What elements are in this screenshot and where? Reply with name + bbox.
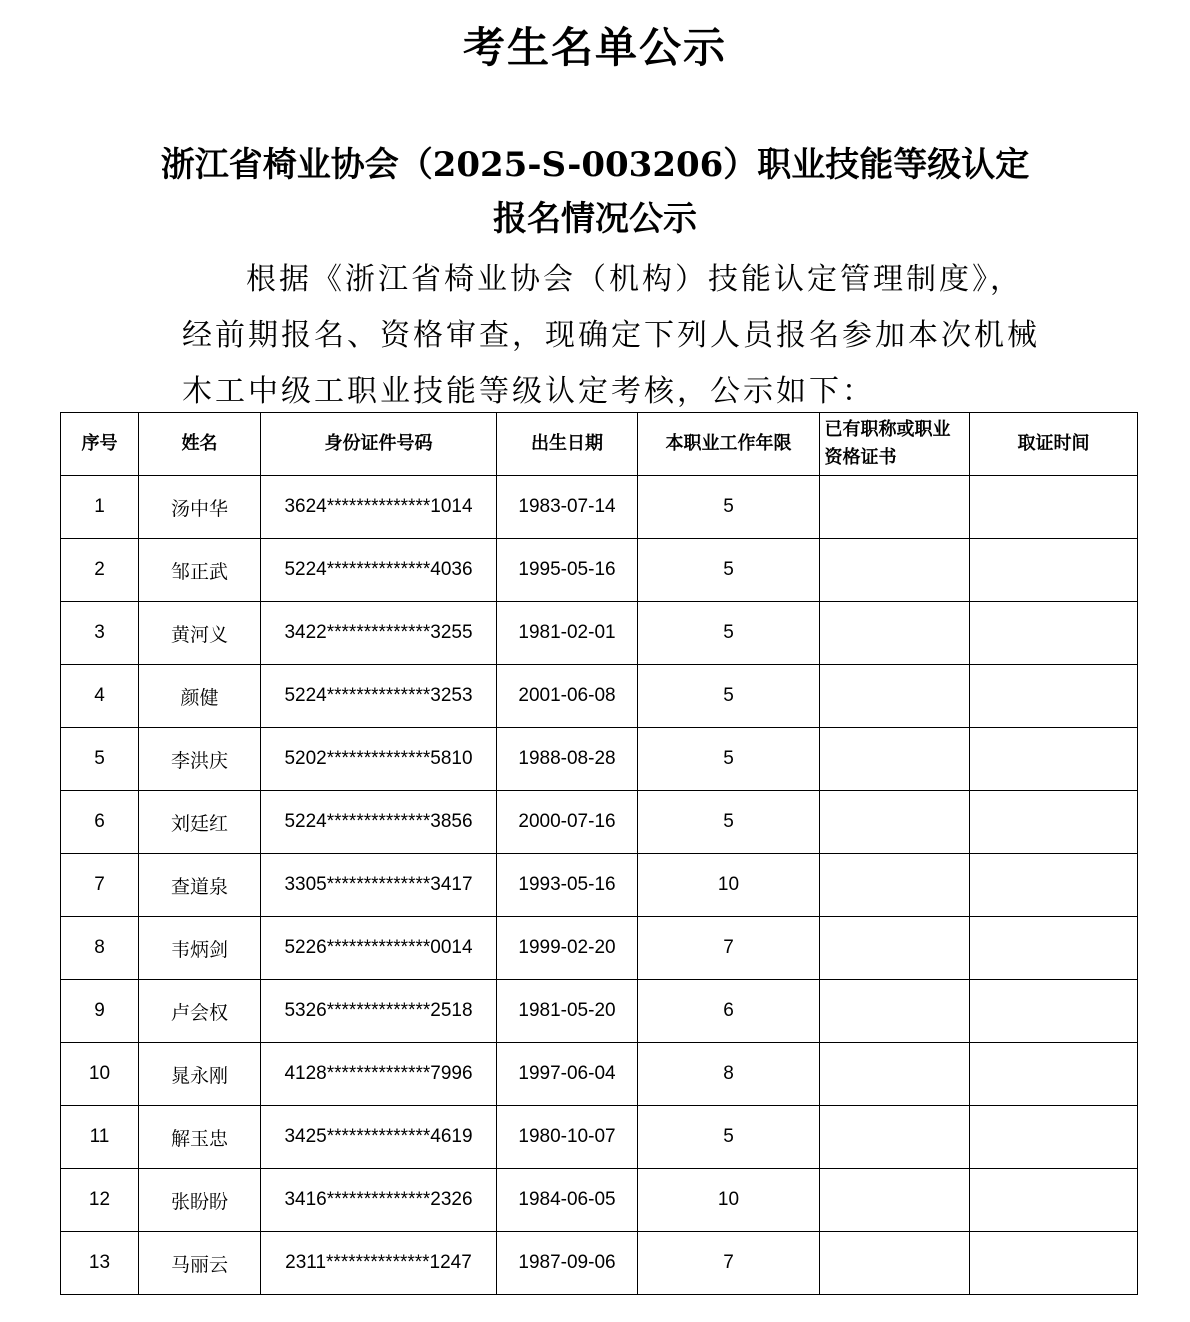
cell-id-number: 3624**************1014	[261, 476, 497, 539]
table-row	[61, 1169, 1138, 1232]
header-cert-time: 取证时间	[970, 413, 1138, 476]
cell-birth-date: 1984-06-05	[497, 1169, 638, 1232]
cell-name: 韦炳剑	[139, 917, 261, 980]
cell-certificate	[820, 1232, 970, 1295]
table-body	[61, 476, 1138, 1295]
header-name: 姓名	[139, 413, 261, 476]
cell-work-years: 7	[638, 917, 820, 980]
cell-certificate	[820, 791, 970, 854]
cell-birth-date: 1983-07-14	[497, 476, 638, 539]
cell-certificate-time	[970, 602, 1138, 665]
cell-certificate	[820, 476, 970, 539]
cell-seq: 13	[61, 1232, 139, 1295]
cell-id-number: 3305**************3417	[261, 854, 497, 917]
header-birth: 出生日期	[497, 413, 638, 476]
cell-work-years: 5	[638, 1106, 820, 1169]
cell-certificate-time	[970, 980, 1138, 1043]
intro-line-3: 木工中级工职业技能等级认定考核，公示如下：	[182, 374, 875, 409]
notice-title-line-2: 报名情况公示	[493, 199, 697, 239]
cell-seq: 11	[61, 1106, 139, 1169]
cell-work-years: 5	[638, 539, 820, 602]
cell-id-number: 5224**************4036	[261, 539, 497, 602]
cell-birth-date: 1981-05-20	[497, 980, 638, 1043]
cell-seq: 3	[61, 602, 139, 665]
page-title: 考生名单公示	[462, 23, 727, 72]
cell-id-number: 3416**************2326	[261, 1169, 497, 1232]
cell-name: 张盼盼	[139, 1169, 261, 1232]
cell-seq: 4	[61, 665, 139, 728]
cell-work-years: 5	[638, 665, 820, 728]
cell-certificate-time	[970, 917, 1138, 980]
table-row	[61, 539, 1138, 602]
table-row	[61, 854, 1138, 917]
cell-work-years: 8	[638, 1043, 820, 1106]
cell-certificate-time	[970, 791, 1138, 854]
table-row	[61, 665, 1138, 728]
cell-birth-date: 1999-02-20	[497, 917, 638, 980]
cell-birth-date: 1995-05-16	[497, 539, 638, 602]
cell-certificate	[820, 854, 970, 917]
cell-id-number: 3422**************3255	[261, 602, 497, 665]
table-header-row	[61, 413, 1138, 476]
cell-name: 汤中华	[139, 476, 261, 539]
table-row	[61, 1043, 1138, 1106]
cell-seq: 6	[61, 791, 139, 854]
cell-seq: 8	[61, 917, 139, 980]
table-row	[61, 791, 1138, 854]
table-row	[61, 602, 1138, 665]
cell-seq: 5	[61, 728, 139, 791]
cell-certificate	[820, 539, 970, 602]
cell-name: 刘廷红	[139, 791, 261, 854]
table-row	[61, 728, 1138, 791]
cell-certificate-time	[970, 476, 1138, 539]
cell-certificate	[820, 1106, 970, 1169]
cell-name: 李洪庆	[139, 728, 261, 791]
cell-id-number: 2311**************1247	[261, 1232, 497, 1295]
header-cert	[820, 413, 970, 476]
cell-seq: 10	[61, 1043, 139, 1106]
cell-id-number: 5202**************5810	[261, 728, 497, 791]
cell-work-years: 5	[638, 791, 820, 854]
cell-birth-date: 2001-06-08	[497, 665, 638, 728]
cell-certificate-time	[970, 1232, 1138, 1295]
cell-name: 邹正武	[139, 539, 261, 602]
cell-name: 马丽云	[139, 1232, 261, 1295]
table-row	[61, 1232, 1138, 1295]
cell-name: 卢会权	[139, 980, 261, 1043]
cell-seq: 9	[61, 980, 139, 1043]
cell-work-years: 10	[638, 854, 820, 917]
cell-name: 查道泉	[139, 854, 261, 917]
cell-seq: 2	[61, 539, 139, 602]
cell-birth-date: 1981-02-01	[497, 602, 638, 665]
cell-seq: 1	[61, 476, 139, 539]
cell-work-years: 5	[638, 728, 820, 791]
candidate-table	[60, 412, 1138, 1295]
table-row	[61, 917, 1138, 980]
cell-certificate	[820, 980, 970, 1043]
cell-birth-date: 2000-07-16	[497, 791, 638, 854]
cell-certificate-time	[970, 1106, 1138, 1169]
header-cert-label: 已有职称或职业资格证书	[824, 419, 951, 468]
table-row	[61, 476, 1138, 539]
cell-work-years: 7	[638, 1232, 820, 1295]
intro-line-2: 经前期报名、资格审查，现确定下列人员报名参加本次机械	[182, 318, 1040, 353]
cell-name: 解玉忠	[139, 1106, 261, 1169]
cell-birth-date: 1980-10-07	[497, 1106, 638, 1169]
cell-birth-date: 1988-08-28	[497, 728, 638, 791]
cell-certificate	[820, 1043, 970, 1106]
cell-certificate	[820, 728, 970, 791]
header-years: 本职业工作年限	[638, 413, 820, 476]
cell-certificate	[820, 665, 970, 728]
cell-birth-date: 1997-06-04	[497, 1043, 638, 1106]
cell-work-years: 6	[638, 980, 820, 1043]
cell-certificate-time	[970, 1043, 1138, 1106]
cell-birth-date: 1987-09-06	[497, 1232, 638, 1295]
header-id: 身份证件号码	[261, 413, 497, 476]
intro-paragraph	[182, 252, 1040, 420]
cell-id-number: 5224**************3856	[261, 791, 497, 854]
cell-work-years: 5	[638, 602, 820, 665]
notice-title-line-1: 浙江省椅业协会（2025-S-003206）职业技能等级认定	[160, 145, 1030, 185]
cell-certificate-time	[970, 854, 1138, 917]
cell-certificate-time	[970, 728, 1138, 791]
table-row	[61, 980, 1138, 1043]
cell-certificate	[820, 917, 970, 980]
cell-id-number: 3425**************4619	[261, 1106, 497, 1169]
cell-certificate-time	[970, 1169, 1138, 1232]
cell-seq: 7	[61, 854, 139, 917]
cell-id-number: 5326**************2518	[261, 980, 497, 1043]
cell-certificate-time	[970, 665, 1138, 728]
table-row	[61, 1106, 1138, 1169]
cell-certificate-time	[970, 539, 1138, 602]
header-seq: 序号	[61, 413, 139, 476]
notice-title	[0, 138, 1190, 246]
cell-name: 颜健	[139, 665, 261, 728]
cell-seq: 12	[61, 1169, 139, 1232]
cell-work-years: 10	[638, 1169, 820, 1232]
intro-line-1: 根据《浙江省椅业协会（机构）技能认定管理制度》，	[246, 262, 1023, 297]
cell-id-number: 5226**************0014	[261, 917, 497, 980]
cell-certificate	[820, 1169, 970, 1232]
cell-work-years: 5	[638, 476, 820, 539]
cell-name: 黄河义	[139, 602, 261, 665]
cell-id-number: 5224**************3253	[261, 665, 497, 728]
cell-birth-date: 1993-05-16	[497, 854, 638, 917]
cell-certificate	[820, 602, 970, 665]
cell-name: 晁永刚	[139, 1043, 261, 1106]
cell-id-number: 4128**************7996	[261, 1043, 497, 1106]
